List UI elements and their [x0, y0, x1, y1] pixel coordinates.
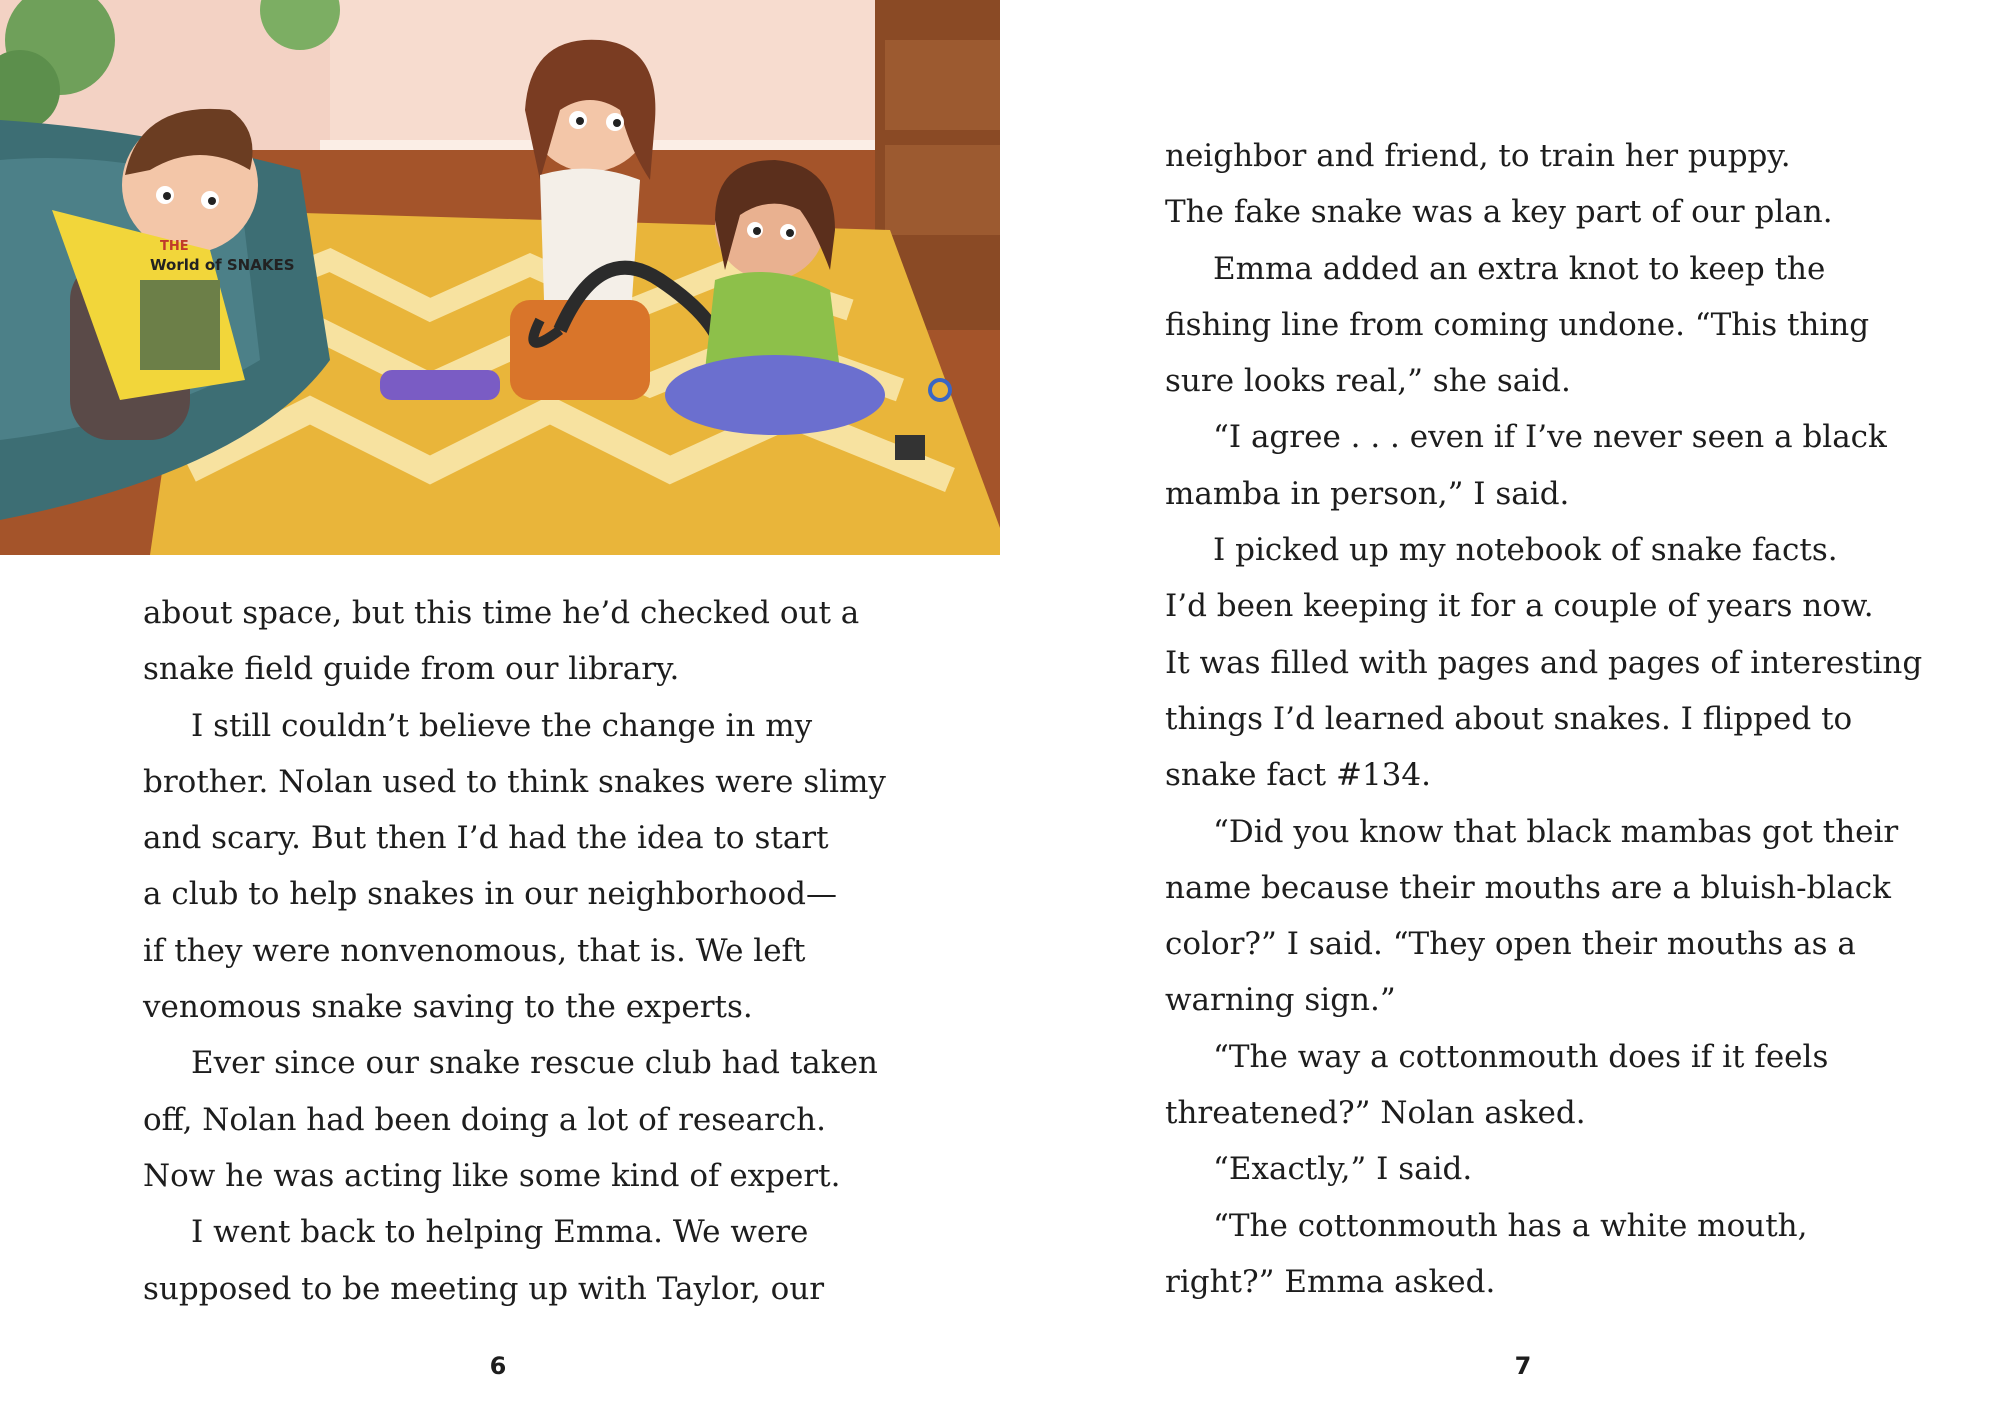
text-line: I’d been keeping it for a couple of years now. [1165, 588, 1874, 625]
text-line: fishing line from coming undone. “This thing [1165, 306, 1870, 343]
text-line: name because their mouths are a bluish-black [1165, 869, 1891, 906]
text-line: I still couldn’t believe the change in my [191, 707, 813, 744]
text-line: snake fact #134. [1165, 757, 1431, 794]
text-line: supposed to be meeting up with Taylor, our [143, 1270, 825, 1307]
text-line: brother. Nolan used to think snakes were slimy [143, 763, 886, 800]
page-number: 6 [489, 1352, 507, 1380]
text-line: if they were nonvenomous, that is. We left [143, 932, 806, 969]
text-line: a club to help snakes in our neighborhood— [143, 876, 837, 913]
text-line: things I’d learned about snakes. I flipped to [1165, 700, 1853, 737]
text-line: threatened?” Nolan asked. [1165, 1095, 1586, 1132]
text-line: right?” Emma asked. [1165, 1263, 1496, 1300]
text-line: “Exactly,” I said. [1213, 1151, 1473, 1188]
page-number: 7 [1514, 1352, 1532, 1380]
text-line: The fake snake was a key part of our plan. [1165, 194, 1833, 231]
text-line: “I agree . . . even if I’ve never seen a black [1213, 419, 1887, 456]
text-line: Now he was acting like some kind of expert. [143, 1157, 841, 1194]
illustration [0, 0, 1010, 555]
text-line: and scary. But then I’d had the idea to start [143, 820, 829, 857]
text-line: about space, but this time he’d checked out a [143, 595, 860, 631]
text-line: neighbor and friend, to train her puppy. [1165, 138, 1791, 174]
book-title-main: World of SNAKES [150, 256, 295, 274]
illustration-svg [0, 0, 1010, 555]
text-line: I went back to helping Emma. We were [191, 1214, 809, 1251]
text-line: venomous snake saving to the experts. [143, 989, 753, 1026]
left-page-body [143, 585, 886, 1317]
text-line: Ever since our snake rescue club had taken [191, 1045, 878, 1082]
text-line: off, Nolan had been doing a lot of research. [143, 1101, 826, 1138]
text-line: warning sign.” [1165, 982, 1396, 1019]
text-line: Emma added an extra knot to keep the [1213, 250, 1826, 287]
right-page-body [1165, 128, 1923, 1310]
book-title-top: THE [160, 239, 189, 254]
text-line: “Did you know that black mambas got their [1213, 813, 1899, 850]
text-line: sure looks real,” she said. [1165, 363, 1571, 400]
text-line: It was filled with pages and pages of interesting [1165, 644, 1923, 681]
text-line: I picked up my notebook of snake facts. [1213, 532, 1838, 569]
text-line: mamba in person,” I said. [1165, 475, 1570, 512]
right-page [1000, 0, 2000, 1428]
text-line: “The way a cottonmouth does if it feels [1213, 1038, 1829, 1075]
text-line: color?” I said. “They open their mouths as a [1165, 926, 1856, 963]
text-line: snake field guide from our library. [143, 651, 680, 688]
text-line: “The cottonmouth has a white mouth, [1213, 1207, 1808, 1244]
